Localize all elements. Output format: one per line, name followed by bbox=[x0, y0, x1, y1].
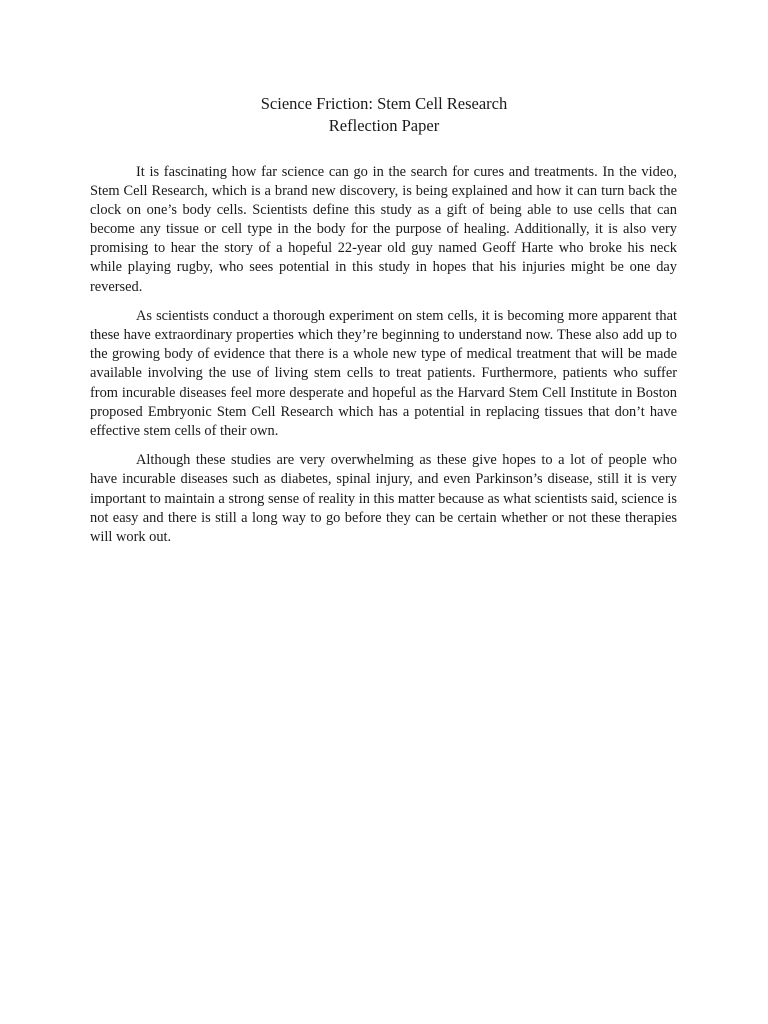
document-title: Science Friction: Stem Cell Research bbox=[260, 94, 508, 113]
title-block bbox=[0, 93, 768, 137]
document-body bbox=[90, 163, 677, 557]
document-subtitle: Reflection Paper bbox=[328, 116, 440, 135]
paragraph-2: As scientists conduct a thorough experiment on stem cells, it is becoming more apparent that these have extraordinary properties which they’re beginning to understand now. These also add up to the growing body of evidence that there is a whole new type of medical treatment that will be made available involving the use of living stem cells to treat patients. Furthermore, patients who suffer from incurable diseases feel more desperate and hopeful as the Harvard Stem Cell Institute in Boston proposed Embryonic Stem Cell Research which has a potential in replacing tissues that don’t have effective stem cells of their own. bbox=[90, 308, 677, 439]
paragraph-1: It is fascinating how far science can go in the search for cures and treatments. In the video, Stem Cell Research, which is a brand new discovery, is being explained and how it can turn back the clock on one’s body cells. Scientists define this study as a gift of being able to use cells that can become any tissue or cell type in the body for the purpose of healing. Additionally, it is also very promising to hear the story of a hopeful 22-year old guy named Geoff Harte who broke his neck while playing rugby, who sees potential in this study in hopes that his injuries might be one day reversed. bbox=[90, 164, 677, 295]
paragraph-3: Although these studies are very overwhelming as these give hopes to a lot of people who have incurable diseases such as diabetes, spinal injury, and even Parkinson’s disease, still it is very important to maintain a strong sense of reality in this matter because as what scientists said, science is not easy and there is still a long way to go before they can be certain whether or not these therapies will work out. bbox=[90, 452, 677, 545]
